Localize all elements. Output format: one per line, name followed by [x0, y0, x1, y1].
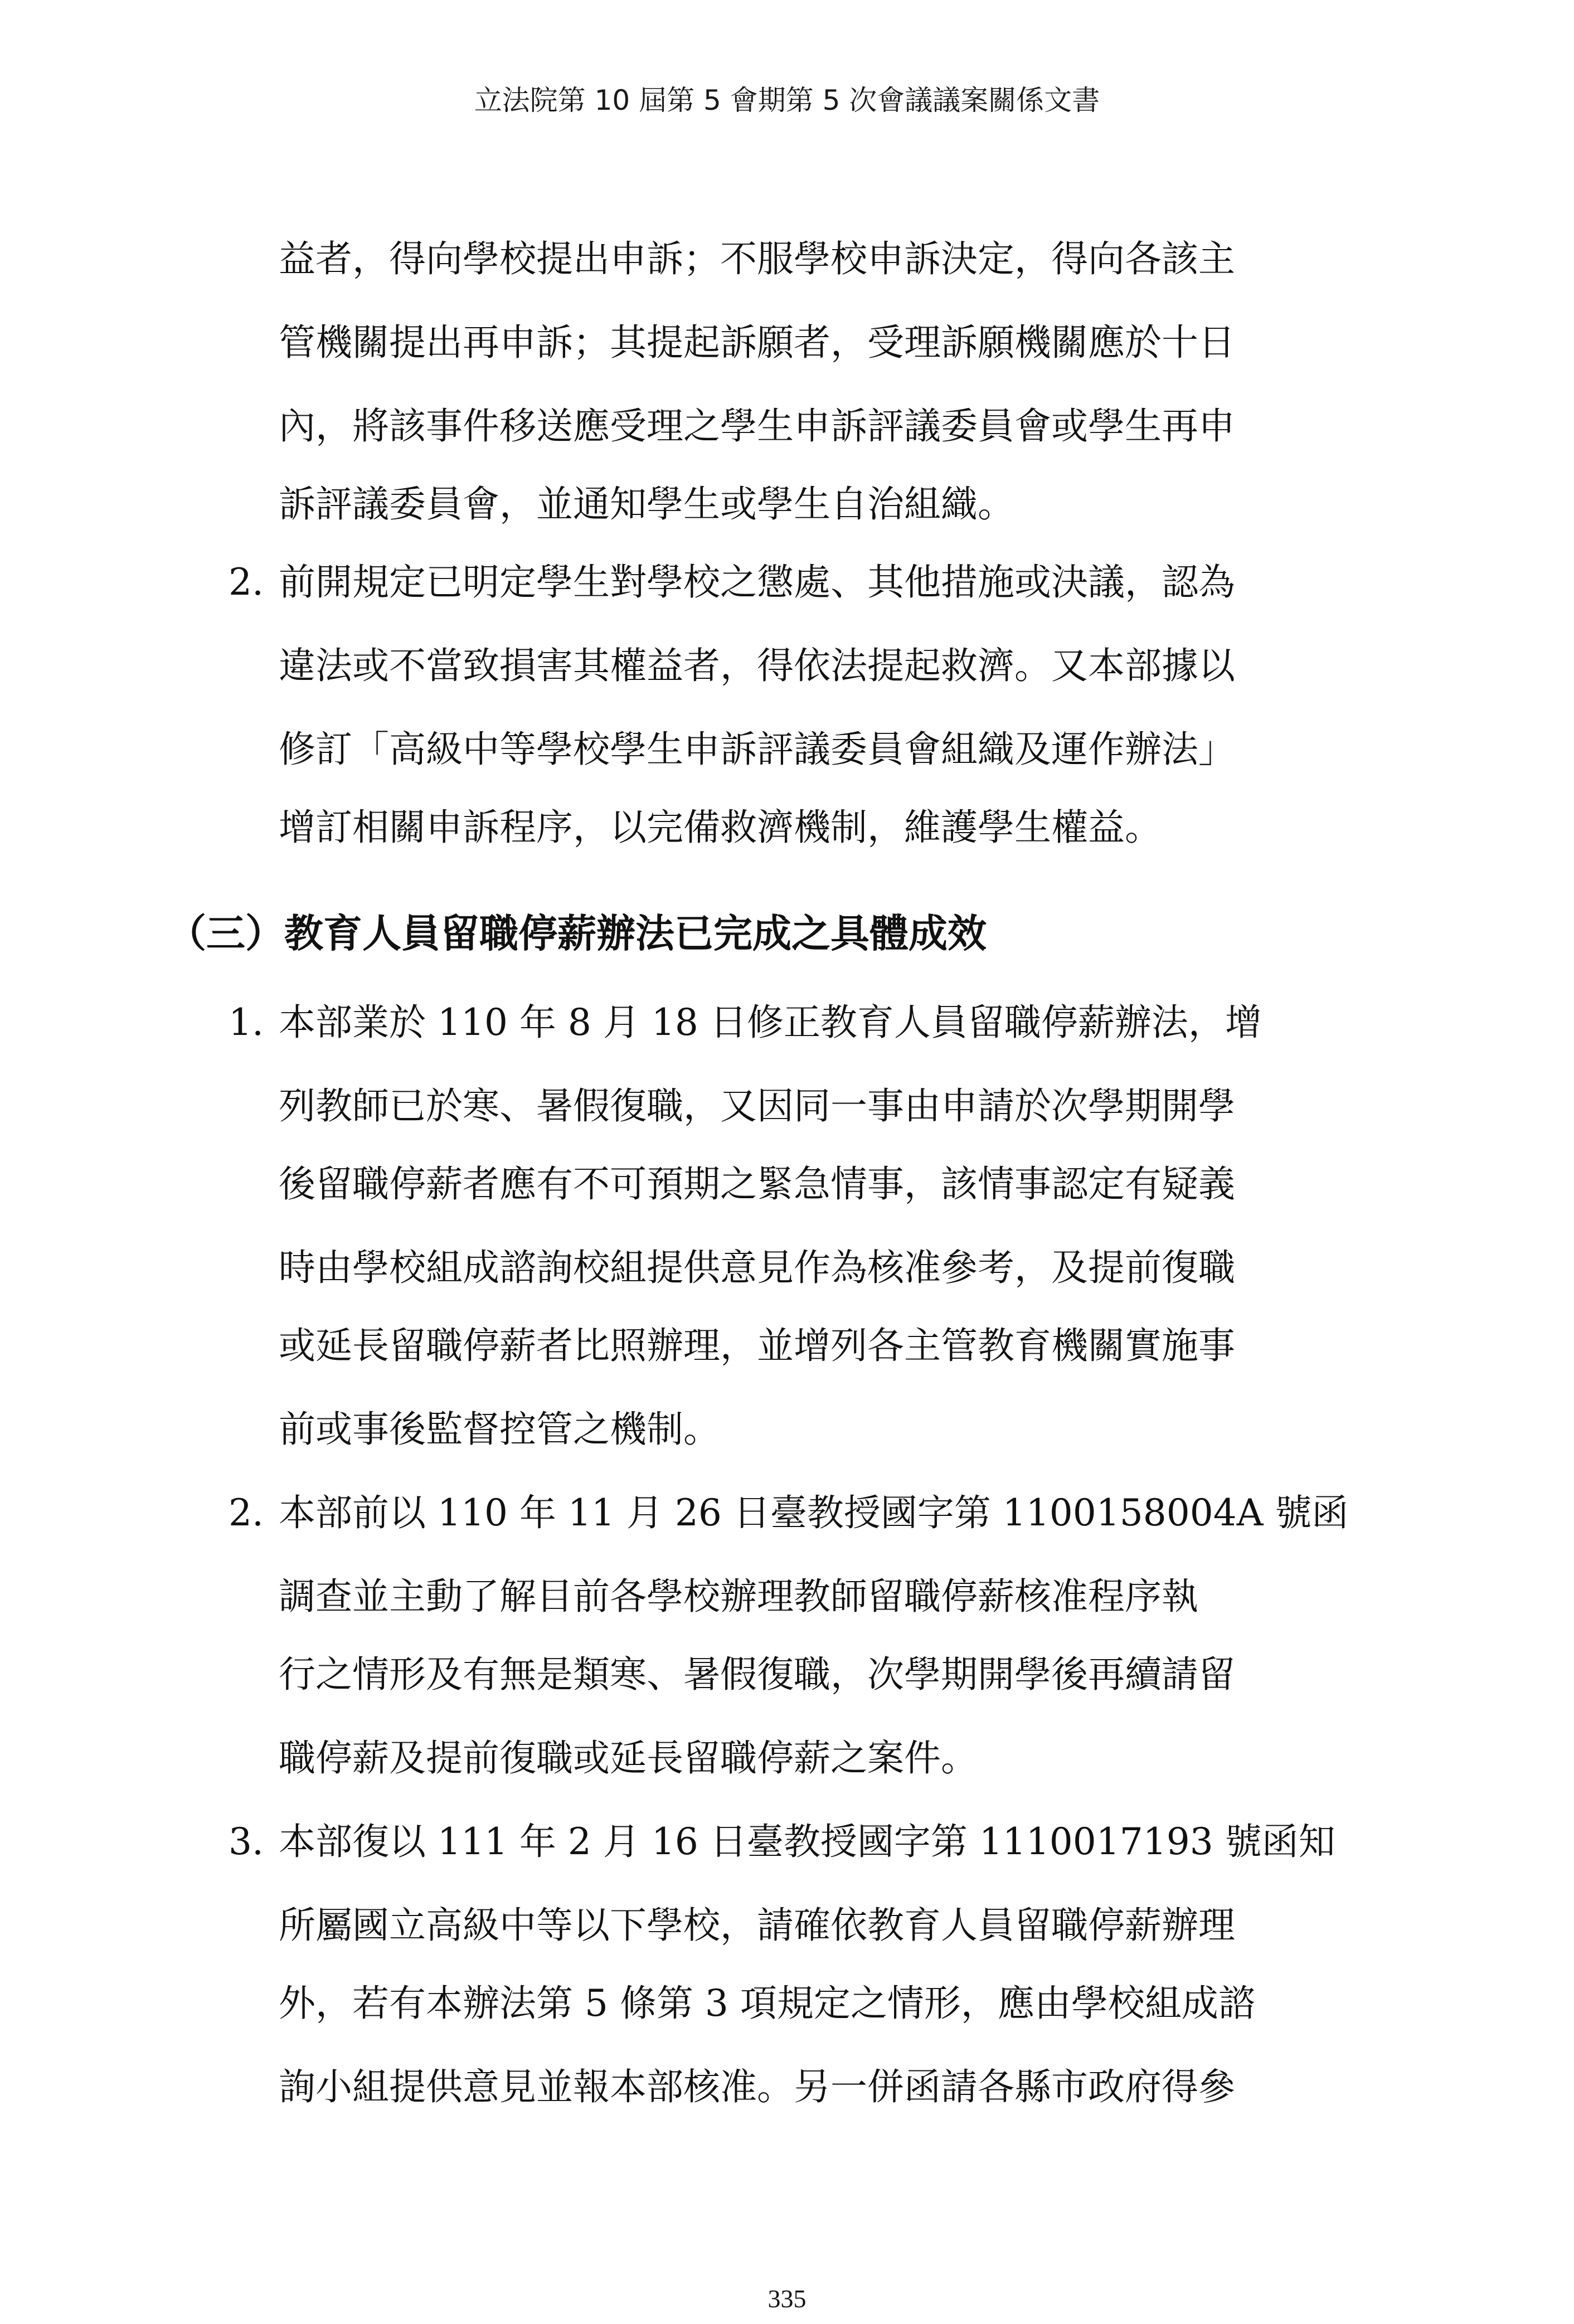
- document-header: 立法院第 10 屆第 5 會期第 5 次會議議案關係文書: [474, 84, 1100, 116]
- intro-line: 內，將該事件移送應受理之學生申訴評議委員會或學生再申: [279, 405, 1235, 448]
- list-item-line: 前或事後監督控管之機制。: [279, 1408, 720, 1451]
- list-item-line: 違法或不當致損害其權益者，得依法提起救濟。又本部據以: [279, 644, 1235, 687]
- page-number: 335: [767, 2284, 807, 2313]
- list-item-line: 後留職停薪者應有不可預期之緊急情事，該情事認定有疑義: [279, 1163, 1235, 1205]
- list-item-line: 前開規定已明定學生對學校之懲處、其他措施或決議，認為: [279, 561, 1235, 604]
- list-item-line: 外，若有本辦法第 5 條第 3 項規定之情形，應由學校組成諮: [279, 1982, 1255, 2025]
- list-item-line: 行之情形及有無是類寒、暑假復職，次學期開學後再續請留: [279, 1653, 1235, 1696]
- list-item-line: 或延長留職停薪者比照辦理，並增列各主管教育機關實施事: [279, 1324, 1235, 1367]
- list-item-number: 2.: [229, 561, 264, 604]
- list-item-line: 所屬國立高級中等以下學校，請確依教育人員留職停薪辦理: [279, 1904, 1235, 1947]
- list-item-line: 列教師已於寒、暑假復職，又因同一事由申請於次學期開學: [279, 1085, 1235, 1127]
- list-item-number: 3.: [229, 1820, 264, 1863]
- list-item-line: 本部業於 110 年 8 月 18 日修正教育人員留職停薪辦法，增: [279, 1001, 1262, 1044]
- list-item-line: 本部復以 111 年 2 月 16 日臺教授國字第 1110017193 號函知: [279, 1820, 1335, 1863]
- list-item-line: 本部前以 110 年 11 月 26 日臺教授國字第 1100158004A 號函: [279, 1491, 1349, 1534]
- list-item-number: 1.: [229, 1001, 264, 1044]
- intro-line: 訴評議委員會，並通知學生或學生自治組織。: [279, 483, 1014, 526]
- section-heading: （三）教育人員留職停薪辦法已完成之具體成效: [167, 910, 987, 956]
- intro-line: 管機關提出再申訴；其提起訴願者，受理訴願機關應於十日: [279, 321, 1235, 364]
- list-item-line: 時由學校組成諮詢校組提供意見作為核准參考，及提前復職: [279, 1246, 1235, 1289]
- list-item-number: 2.: [229, 1491, 264, 1534]
- list-item-line: 詢小組提供意見並報本部核准。另一併函請各縣市政府得參: [279, 2065, 1235, 2108]
- intro-line: 益者，得向學校提出申訴；不服學校申訴決定，得向各該主: [279, 237, 1235, 280]
- list-item-line: 增訂相關申訴程序，以完備救濟機制，維護學生權益。: [279, 806, 1162, 849]
- list-item-line: 職停薪及提前復職或延長留職停薪之案件。: [279, 1737, 978, 1780]
- list-item-line: 調查並主動了解目前各學校辦理教師留職停薪核准程序執: [279, 1575, 1198, 1618]
- list-item-line: 修訂「高級中等學校學生申訴評議委員會組織及運作辦法」: [279, 728, 1235, 771]
